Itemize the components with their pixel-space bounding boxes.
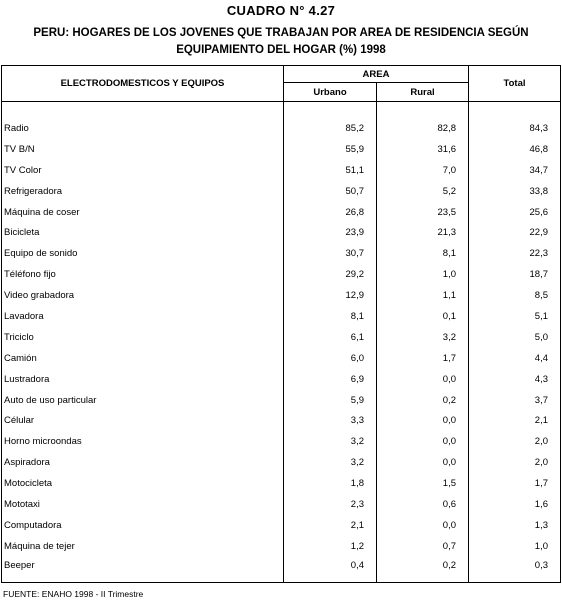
cell-rural: 0,0 [377,410,469,431]
row-label: Máquina de tejer [2,536,284,557]
cell-total: 22,9 [469,222,561,243]
cell-urbano: 51,1 [284,160,377,181]
cell-rural: 3,2 [377,327,469,348]
table-subtitle [0,25,562,59]
cell-rural: 82,8 [377,118,469,139]
cell-rural: 31,6 [377,139,469,160]
cell-total: 4,3 [469,369,561,390]
table-row [2,327,561,348]
row-label: Horno microondas [2,431,284,452]
subtitle-line-2: EQUIPAMIENTO DEL HOGAR (%) 1998 [176,44,386,56]
cell-total: 4,4 [469,348,561,369]
cell-total: 2,0 [469,431,561,452]
cell-urbano: 30,7 [284,243,377,264]
cell-urbano: 2,3 [284,494,377,515]
table-row [2,202,561,223]
cell-total: 1,6 [469,494,561,515]
table-row [2,285,561,306]
row-label: Aspiradora [2,452,284,473]
table-row [2,494,561,515]
table-row [2,181,561,202]
cell-urbano: 6,9 [284,369,377,390]
cell-total: 46,8 [469,139,561,160]
row-label: Equipo de sonido [2,243,284,264]
cell-urbano: 12,9 [284,285,377,306]
cell-total: 1,7 [469,473,561,494]
cell-rural: 0,0 [377,515,469,536]
header-area: AREA [284,66,469,83]
cell-rural: 0,7 [377,536,469,557]
table-row [2,243,561,264]
table-row [2,431,561,452]
equipment-table [1,65,561,583]
row-label: Máquina de coser [2,202,284,223]
cell-rural: 1,0 [377,264,469,285]
row-label: Camión [2,348,284,369]
header-item: ELECTRODOMESTICOS Y EQUIPOS [2,66,284,102]
row-label: Bicicleta [2,222,284,243]
row-label: Motocicleta [2,473,284,494]
cell-total: 5,0 [469,327,561,348]
cell-total: 0,3 [469,557,561,583]
cell-rural: 0,6 [377,494,469,515]
cell-urbano: 55,9 [284,139,377,160]
cell-urbano: 2,1 [284,515,377,536]
cell-total: 84,3 [469,118,561,139]
row-label: Refrigeradora [2,181,284,202]
cell-rural: 0,2 [377,557,469,583]
cell-rural: 1,1 [377,285,469,306]
cell-total: 5,1 [469,306,561,327]
table-row [2,222,561,243]
header-total: Total [469,66,561,102]
table-row [2,369,561,390]
cell-total: 34,7 [469,160,561,181]
cell-total: 3,7 [469,390,561,411]
cell-rural: 0,0 [377,369,469,390]
row-label: Video grabadora [2,285,284,306]
cell-urbano: 6,0 [284,348,377,369]
row-label: Lavadora [2,306,284,327]
cell-urbano: 23,9 [284,222,377,243]
cell-urbano: 3,2 [284,452,377,473]
cell-rural: 21,3 [377,222,469,243]
cell-total: 25,6 [469,202,561,223]
cell-urbano: 0,4 [284,557,377,583]
row-label: Beeper [2,557,284,583]
cell-rural: 7,0 [377,160,469,181]
table-body [2,102,561,583]
row-label: TV Color [2,160,284,181]
source-note: FUENTE: ENAHO 1998 - II Trimestre [3,589,144,599]
table-row [2,515,561,536]
cell-rural: 0,0 [377,452,469,473]
row-label: Computadora [2,515,284,536]
cell-total: 8,5 [469,285,561,306]
table-row [2,536,561,557]
table-row [2,118,561,139]
row-label: Auto de uso particular [2,390,284,411]
row-label: Lustradora [2,369,284,390]
cell-total: 1,0 [469,536,561,557]
cell-rural: 0,0 [377,431,469,452]
row-label: Radio [2,118,284,139]
table-row [2,264,561,285]
cell-urbano: 1,2 [284,536,377,557]
table-row [2,306,561,327]
cell-urbano: 3,2 [284,431,377,452]
cell-total: 22,3 [469,243,561,264]
cell-urbano: 29,2 [284,264,377,285]
subtitle-line-1: PERU: HOGARES DE LOS JOVENES QUE TRABAJAN POR AREA DE RESIDENCIA SEGÚN [33,27,529,39]
cell-total: 18,7 [469,264,561,285]
cell-urbano: 50,7 [284,181,377,202]
cell-total: 2,0 [469,452,561,473]
cell-total: 1,3 [469,515,561,536]
cell-urbano: 6,1 [284,327,377,348]
cell-urbano: 85,2 [284,118,377,139]
cell-rural: 5,2 [377,181,469,202]
table-row [2,452,561,473]
cell-urbano: 5,9 [284,390,377,411]
row-label: Triciclo [2,327,284,348]
cell-rural: 23,5 [377,202,469,223]
cell-urbano: 26,8 [284,202,377,223]
table-row [2,390,561,411]
row-label: Célular [2,410,284,431]
header-urbano: Urbano [284,83,377,102]
cell-rural: 1,5 [377,473,469,494]
cell-total: 2,1 [469,410,561,431]
header-rural: Rural [377,83,469,102]
cell-rural: 1,7 [377,348,469,369]
cell-total: 33,8 [469,181,561,202]
table-row [2,348,561,369]
cell-urbano: 1,8 [284,473,377,494]
cell-urbano: 3,3 [284,410,377,431]
cell-rural: 8,1 [377,243,469,264]
table-row [2,160,561,181]
row-label: Mototaxi [2,494,284,515]
row-label: Téléfono fijo [2,264,284,285]
table-title: CUADRO N° 4.27 [226,3,336,18]
cell-rural: 0,1 [377,306,469,327]
row-label: TV B/N [2,139,284,160]
cell-rural: 0,2 [377,390,469,411]
table-row [2,139,561,160]
table-row [2,557,561,583]
table-row [2,410,561,431]
cell-urbano: 8,1 [284,306,377,327]
spacer-row [2,102,561,119]
table-row [2,473,561,494]
